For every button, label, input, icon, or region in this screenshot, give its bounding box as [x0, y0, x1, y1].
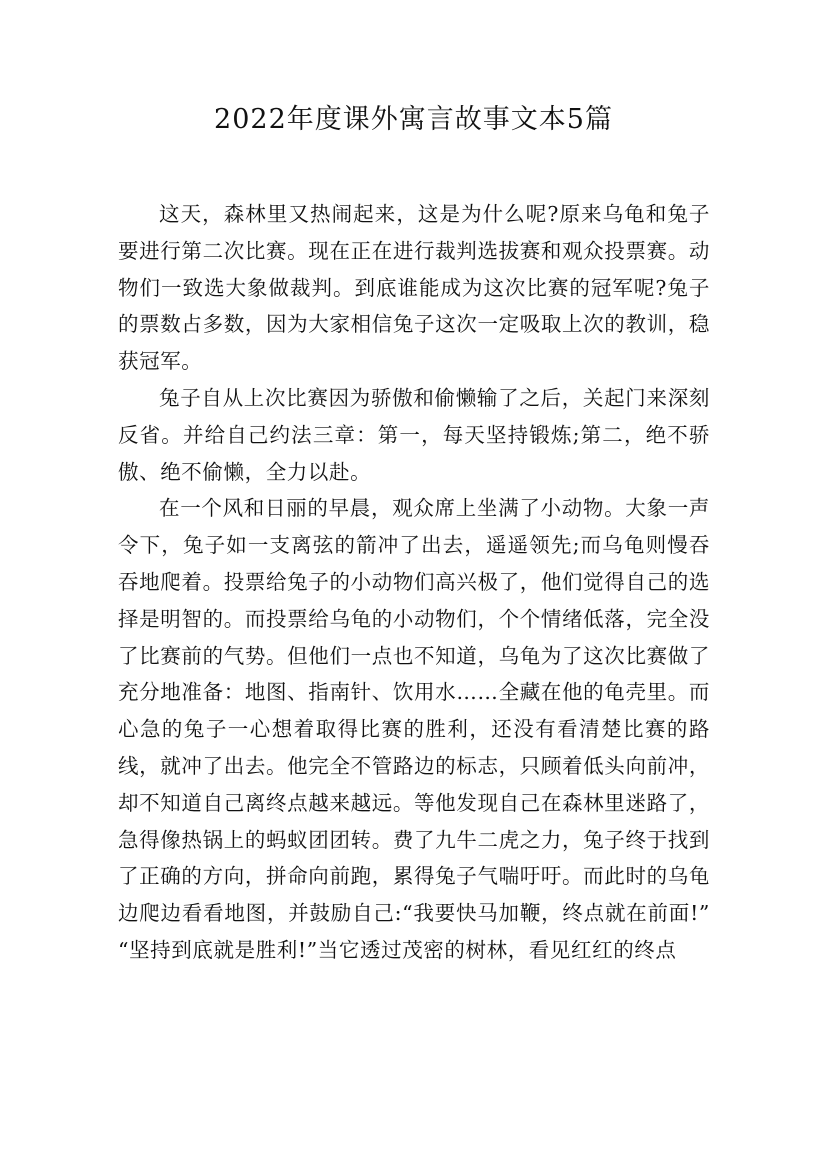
document-title: 2022年度课外寓言故事文本5篇: [214, 104, 613, 135]
paragraph-2: 兔子自从上次比赛因为骄傲和偷懒输了之后，关起门来深刻反省。并给自己约法三章：第一，每天坚持锻炼;第二，绝不骄傲、绝不偷懒，全力以赴。: [118, 385, 710, 484]
paragraph-3: 在一个风和日丽的早晨，观众席上坐满了小动物。大象一声令下，兔子如一支离弦的箭冲了出去，遥遥领先;而乌龟则慢吞吞地爬着。投票给兔子的小动物们高兴极了，他们觉得自己的选择是明智的。而投票给乌龟的小动物们，个个情绪低落，完全没了比赛前的气势。但他们一点也不知道，乌龟为了这次比赛做了充分地准备：地图、指南针、饮用水……全藏在他的龟壳里。而心急的兔子一心想着取得比赛的胜利，还没有看清楚比赛的路线，就冲了出去。他完全不管路边的标志，只顾着低头向前冲，却不知道自己离终点越来越远。等他发现自己在森林里迷路了，急得像热锅上的蚂蚁团团转。费了九牛二虎之力，兔子终于找到了正确的方向，拼命向前跑，累得兔子气喘吁吁。而此时的乌龟边爬边看看地图，并鼓励自己:“我要快马加鞭，终点就在前面!” “坚持到底就是胜利!”当它透过茂密的树林，看见红红的终点: [118, 496, 710, 962]
document-body: [118, 196, 710, 969]
paragraph-1: 这天，森林里又热闹起来，这是为什么呢?原来乌龟和兔子要进行第二次比赛。现在正在进行裁判选拔赛和观众投票赛。动物们一致选大象做裁判。到底谁能成为这次比赛的冠军呢?兔子的票数占多数，因为大家相信兔子这次一定吸取上次的教训，稳获冠军。: [118, 202, 710, 374]
